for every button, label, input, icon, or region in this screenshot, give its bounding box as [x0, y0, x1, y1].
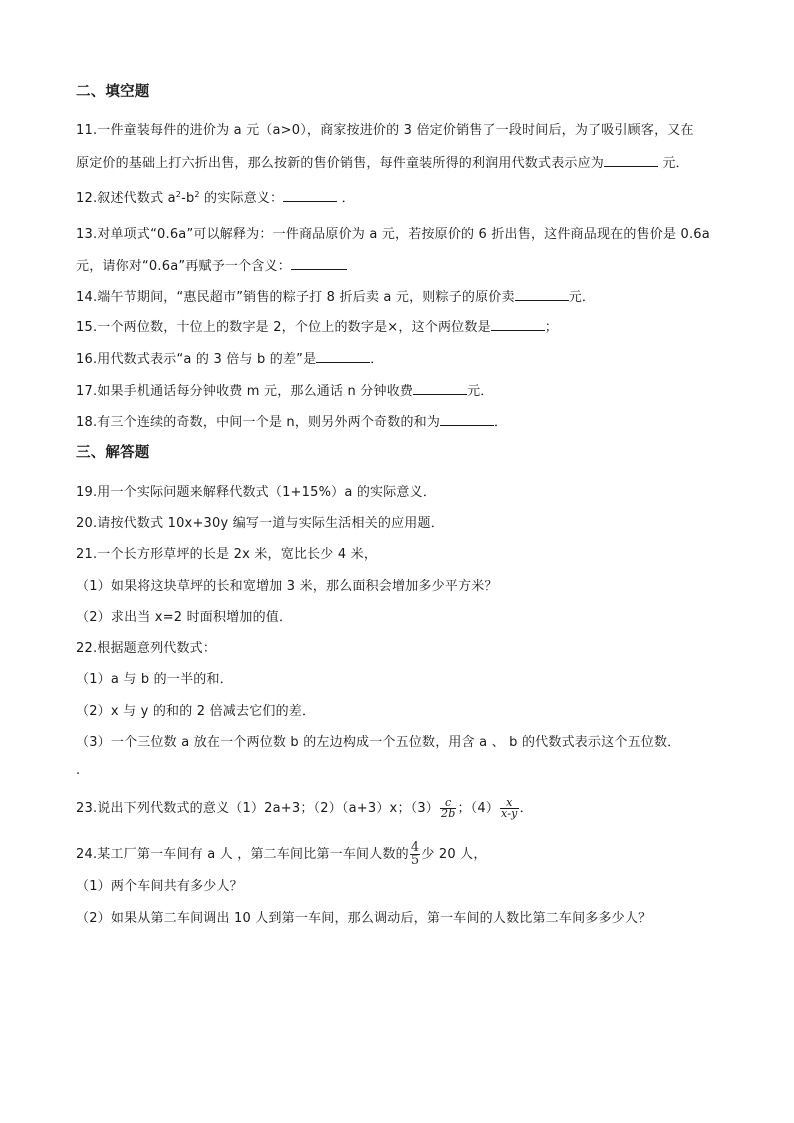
question-22-part-2: （2）x 与 y 的和的 2 倍减去它们的差． [76, 704, 316, 719]
question-24-part-1: （1）两个车间共有多少人？ [76, 879, 243, 894]
question-22-part-3: （3）一个三位数 a 放在一个两位数 b 的左边构成一个五位数，用含 a 、 b 的代数式表示这个五位数． [76, 735, 681, 750]
fraction-numerator: x [506, 796, 513, 809]
question-17-unit: 元． [467, 384, 494, 399]
exponent: 2 [194, 190, 200, 199]
question-14-unit: 元． [568, 290, 596, 305]
question-15 [76, 318, 558, 337]
answer-blank [440, 413, 494, 426]
exponent: 2 [175, 190, 182, 199]
question-11-line-2 [76, 154, 689, 173]
question-14 [76, 288, 595, 307]
question-13-line-1: 13.对单项式“0.6a”可以解释为：一件商品原价为 a 元，若按原价的 6 折出售，这件商品现在的售价是 0.6a [76, 227, 710, 242]
section-solve-title: 三、解答题 [76, 445, 150, 461]
answer-blank [413, 382, 467, 395]
question-13-text: 元，请你对“0.6a”再赋予一个含义： [76, 259, 291, 274]
question-12-end: ． [341, 191, 355, 206]
answer-blank [491, 318, 545, 331]
question-16-text: 16.用代数式表示“a 的 3 倍与 b 的差”是 [76, 352, 317, 367]
question-23-end: ． [519, 801, 533, 816]
question-17 [76, 382, 494, 401]
question-21: 21.一个长方形草坪的长是 2x 米，宽比长少 4 米， [76, 547, 378, 562]
fraction-four-fifths [410, 842, 420, 867]
question-23 [76, 798, 533, 819]
question-17-text: 17.如果手机通话每分钟收费 m 元，那么通话 n 分钟收费 [76, 384, 414, 399]
question-23-text-2: ；（4） [457, 801, 500, 816]
fraction-c-over-2b [440, 798, 456, 819]
question-22: 22.根据题意列代数式： [76, 641, 217, 656]
answer-blank [604, 154, 658, 167]
answer-blank [316, 350, 370, 363]
question-16 [76, 350, 384, 369]
fraction-x-over-x-minus-y [500, 798, 519, 819]
question-23-text: 23.说出下列代数式的意义（1）2a+3；（2）（a+3）x；（3） [76, 801, 440, 816]
question-13-line-2 [76, 257, 347, 276]
question-24 [76, 842, 487, 867]
question-21-part-1: （1）如果将这块草坪的长和宽增加 3 米，那么面积会增加多少平方米？ [76, 579, 498, 594]
question-19: 19.用一个实际问题来解释代数式（1+15%）a 的实际意义． [76, 485, 437, 500]
question-12-expr: -b [181, 191, 195, 206]
fraction-numerator: c [445, 796, 452, 809]
fraction-denominator: 2b [441, 807, 456, 820]
question-18-end: ． [494, 415, 508, 430]
question-24-text-2: 少 20 人， [421, 847, 487, 862]
question-18 [76, 413, 507, 432]
question-20: 20.请按代数式 10x+30y 编写一道与实际生活相关的应用题． [76, 516, 444, 531]
fraction-denominator: x-y [501, 807, 518, 820]
question-24-part-2: （2）如果从第二车间调出 10 人到第一车间，那么调动后，第一车间的人数比第二车间多多少人？ [76, 911, 652, 926]
question-24-text: 24.某工厂第一车间有 a 人 ，第二车间比第一车间人数的 [76, 847, 409, 862]
question-15-end: ； [544, 320, 558, 335]
stray-dot: . [76, 763, 81, 778]
question-14-text: 14.端午节期间，“惠民超市”销售的粽子打 8 折后卖 a 元，则粽子的原价卖 [76, 290, 515, 305]
answer-blank [515, 288, 569, 301]
question-15-text: 15.一个两位数，十位上的数字是 2，个位上的数字是×，这个两位数是 [76, 320, 491, 335]
question-11-line-1: 11.一件童装每件的进价为 a 元（a>0），商家按进价的 3 倍定价销售了一段时间后，为了吸引顾客，又在 [76, 123, 694, 138]
question-21-part-2: （2）求出当 x=2 时面积增加的值． [76, 610, 293, 625]
section-fill-in-title: 二、填空题 [76, 84, 150, 100]
question-11-unit: 元． [662, 156, 689, 171]
answer-blank [291, 257, 347, 270]
question-16-end: ． [370, 352, 384, 367]
question-18-text: 18.有三个连续的奇数，中间一个是 n，则另外两个奇数的和为 [76, 415, 441, 430]
fraction-denominator: 5 [410, 853, 420, 868]
question-11-text: 原定价的基础上打六折出售，那么按新的售价销售，每件童装所得的利润用代数式表示应为 [76, 156, 605, 171]
answer-blank [283, 189, 337, 202]
question-12-text: 12.叙述代数式 a [76, 191, 176, 206]
question-12-text-2: 的实际意义： [199, 191, 284, 206]
question-12 [76, 189, 355, 208]
fraction-numerator: 4 [410, 840, 420, 855]
question-22-part-1: （1）a 与 b 的一半的和． [76, 672, 233, 687]
